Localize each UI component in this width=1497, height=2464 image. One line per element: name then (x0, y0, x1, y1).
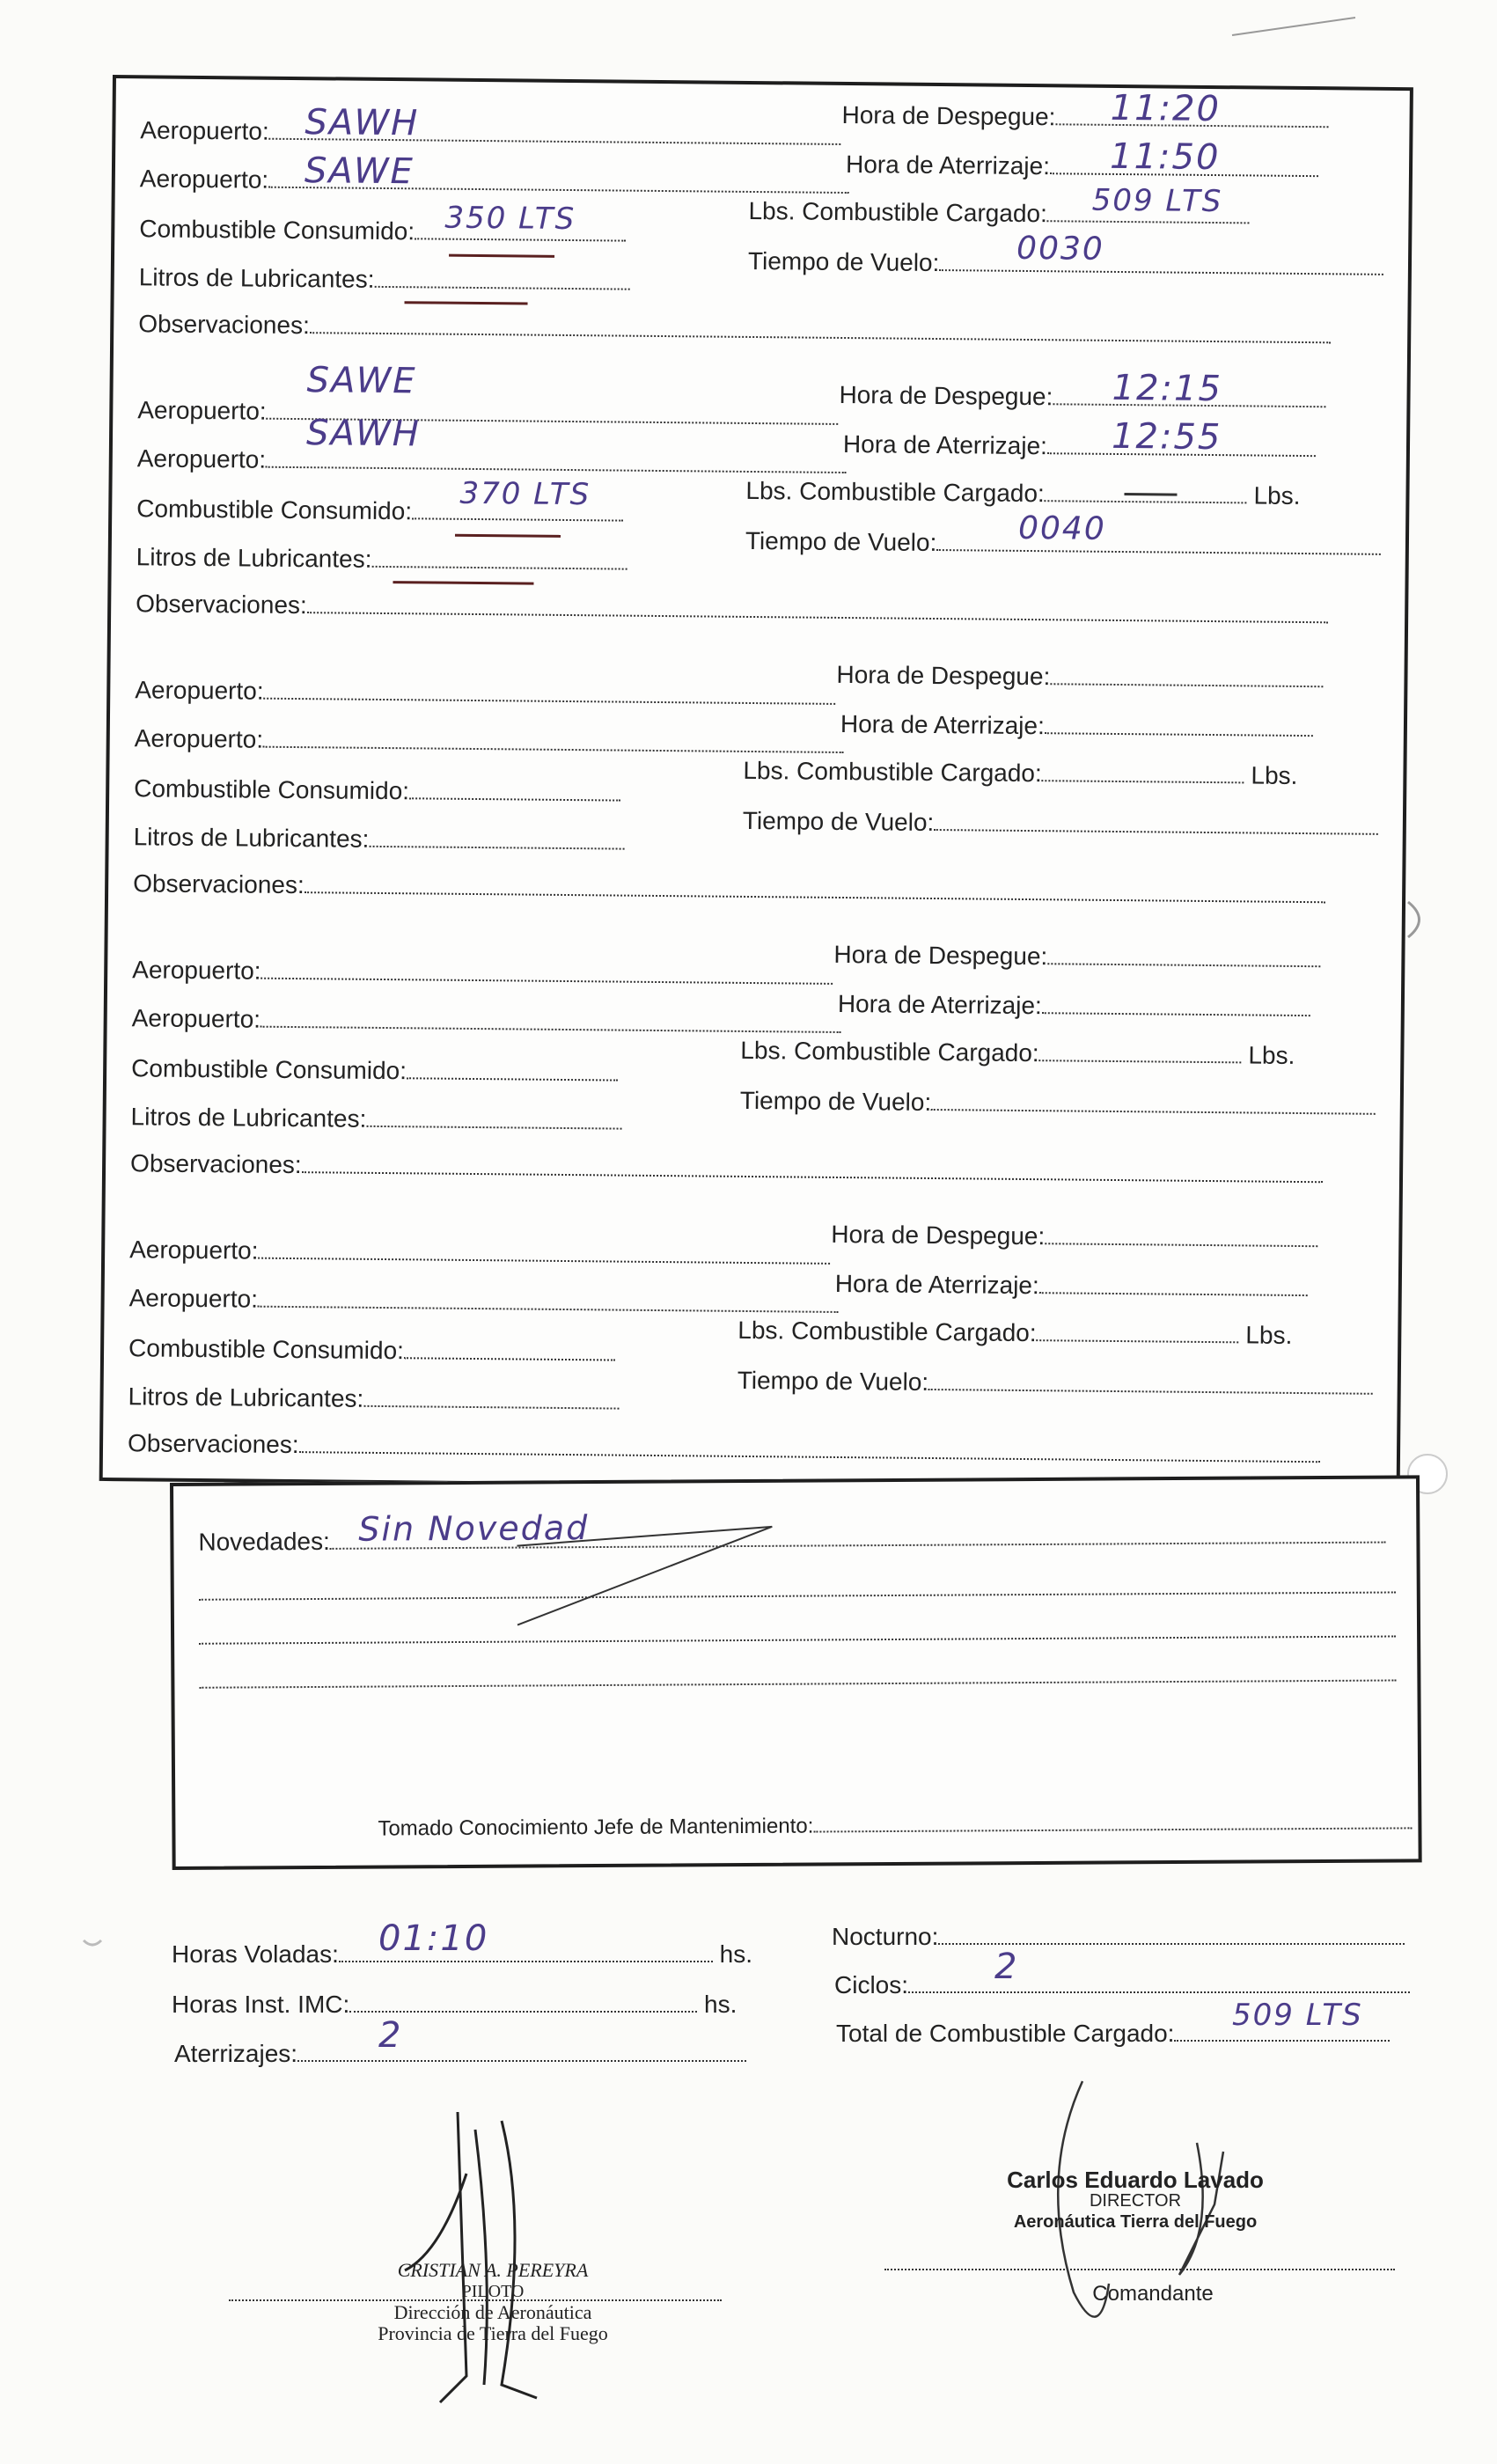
aeropuerto-label: Aeropuerto: (132, 956, 261, 985)
tiempo-vuelo-value[interactable]: 0030 (1016, 230, 1104, 268)
tiempo-vuelo-label: Tiempo de Vuelo: (739, 1086, 932, 1116)
horas-voladas-label: Horas Voladas: (172, 1940, 339, 1968)
hora-aterrizaje-label: Hora de Aterrizaje: (842, 429, 1048, 460)
hora-aterrizaje-label: Hora de Aterrizaje: (837, 989, 1042, 1020)
handwritten-dash (1124, 493, 1177, 496)
horas-imc-label: Horas Inst. IMC: (172, 1991, 350, 2018)
handwritten-underline (405, 301, 528, 304)
lbs-combustible-label: Lbs. Combustible Cargado: (748, 196, 1047, 228)
commander-role: DIRECTOR (1089, 2191, 1182, 2211)
observaciones-label: Observaciones: (136, 590, 307, 620)
commander-org: Aeronáutica Tierra del Fuego (1013, 2212, 1258, 2232)
aeropuerto-label: Aeropuerto: (129, 1236, 259, 1265)
pilot-signature-scribble (387, 2094, 563, 2411)
hora-aterrizaje-value[interactable]: 11:50 (1109, 136, 1221, 179)
aeropuerto-label: Aeropuerto: (131, 1004, 261, 1033)
lbs-combustible-label: Lbs. Combustible Cargado: (737, 1316, 1037, 1347)
combustible-consumido-value[interactable]: 350 LTS (444, 200, 576, 238)
combustible-consumido-label: Combustible Consumido: (131, 1054, 407, 1085)
flight-log-box (99, 75, 1413, 1493)
aterrizajes-row (174, 2040, 746, 2068)
pilot-org-line1: Dirección de Aeronáutica (393, 2301, 592, 2323)
handwritten-underline (393, 581, 533, 585)
handwritten-underline (449, 254, 554, 258)
hora-aterrizaje-label: Hora de Aterrizaje: (840, 709, 1045, 740)
hora-aterrizaje-label: Hora de Aterrizaje: (834, 1269, 1039, 1300)
hora-despegue-label: Hora de Despegue: (839, 380, 1053, 411)
ciclos-row (834, 1971, 1410, 1999)
litros-lubricantes-label: Litros de Lubricantes: (130, 1103, 367, 1133)
horas-imc-row (172, 1991, 737, 2019)
combustible-consumido-label: Combustible Consumido: (134, 774, 410, 805)
combustible-consumido-value[interactable]: 370 LTS (459, 475, 591, 513)
aterrizajes-label: Aterrizajes: (174, 2040, 298, 2067)
lbs-unit: Lbs. (1253, 481, 1301, 510)
litros-lubricantes-label: Litros de Lubricantes: (138, 263, 375, 293)
observaciones-label: Observaciones: (129, 1149, 302, 1179)
aeropuerto-2-value[interactable]: SAWE (304, 150, 415, 193)
hora-despegue-label: Hora de Despegue: (836, 660, 1051, 691)
hora-despegue-value[interactable]: 12:15 (1112, 367, 1223, 410)
flight-entry-2 (111, 358, 1407, 650)
tomado-conocimiento-label: Tomado Conocimiento Jefe de Mantenimiento: (378, 1814, 814, 1841)
aeropuerto-1-value[interactable]: SAWH (305, 102, 420, 144)
aeropuerto-2-value[interactable]: SAWH (305, 413, 422, 455)
litros-lubricantes-label: Litros de Lubricantes: (128, 1382, 364, 1412)
aeropuerto-label: Aeropuerto: (139, 165, 269, 194)
ciclos-label: Ciclos: (834, 1971, 909, 1998)
hora-aterrizaje-label: Hora de Aterrizaje: (845, 150, 1051, 180)
strike-line (508, 1507, 1072, 1634)
hs-unit: hs. (704, 1991, 737, 2018)
observaciones-label: Observaciones: (127, 1429, 299, 1459)
commander-name: Carlos Eduardo Lavado (1007, 2167, 1264, 2193)
hs-unit: hs. (719, 1940, 753, 1968)
pilot-role: PILOTO (461, 2282, 525, 2301)
flight-entry-1 (114, 78, 1410, 370)
lbs-combustible-value[interactable]: 509 LTS (1091, 182, 1223, 220)
tiempo-vuelo-value[interactable]: 0040 (1017, 510, 1106, 547)
litros-lubricantes-label: Litros de Lubricantes: (136, 543, 372, 573)
observaciones-label: Observaciones: (133, 869, 305, 899)
aeropuerto-label: Aeropuerto: (136, 444, 267, 473)
tiempo-vuelo-label: Tiempo de Vuelo: (745, 526, 937, 557)
novedades-label: Novedades: (198, 1527, 330, 1556)
lbs-combustible-label: Lbs. Combustible Cargado: (743, 756, 1042, 788)
novedades-box (170, 1475, 1422, 1870)
lbs-unit: Lbs. (1248, 1041, 1295, 1069)
hora-aterrizaje-value[interactable]: 12:55 (1111, 415, 1222, 458)
horas-voladas-value[interactable]: 01:10 (378, 1918, 489, 1959)
nocturno-row (832, 1923, 1405, 1951)
tiempo-vuelo-label: Tiempo de Vuelo: (737, 1366, 929, 1396)
aeropuerto-label: Aeropuerto: (140, 116, 269, 145)
aeropuerto-label: Aeropuerto: (135, 676, 264, 705)
lbs-combustible-label: Lbs. Combustible Cargado: (740, 1036, 1039, 1067)
tiempo-vuelo-label: Tiempo de Vuelo: (747, 246, 940, 277)
aeropuerto-label: Aeropuerto: (137, 396, 267, 425)
observaciones-label: Observaciones: (138, 310, 310, 340)
handwritten-underline (455, 534, 561, 538)
combustible-consumido-label: Combustible Consumido: (139, 215, 415, 246)
total-combustible-label: Total de Combustible Cargado: (836, 2020, 1175, 2047)
hora-despegue-label: Hora de Despegue: (841, 100, 1056, 131)
hora-despegue-label: Hora de Despegue: (831, 1220, 1046, 1250)
tiempo-vuelo-label: Tiempo de Vuelo: (742, 806, 935, 836)
pilot-name: CRISTIAN A. PEREYRA (397, 2259, 589, 2281)
aeropuerto-1-value[interactable]: SAWE (306, 360, 417, 402)
total-combustible-value[interactable]: 509 LTS (1232, 1998, 1363, 2033)
litros-lubricantes-label: Litros de Lubricantes: (133, 823, 370, 853)
comandante-label: Comandante (1092, 2282, 1214, 2306)
combustible-consumido-label: Combustible Consumido: (128, 1334, 405, 1365)
lbs-unit: Lbs. (1245, 1321, 1293, 1349)
flight-entry-4 (106, 918, 1402, 1210)
commander-stamp (977, 2169, 1294, 2233)
flight-entry-3 (108, 638, 1405, 930)
flight-entry-5 (103, 1198, 1399, 1490)
lbs-combustible-label: Lbs. Combustible Cargado: (745, 476, 1045, 508)
aterrizajes-value[interactable]: 2 (378, 2015, 403, 2056)
nocturno-label: Nocturno: (832, 1923, 939, 1950)
ciclos-value[interactable]: 2 (994, 1947, 1019, 1987)
pilot-org-line2: Provincia de Tierra del Fuego (378, 2322, 608, 2344)
aeropuerto-label: Aeropuerto: (128, 1284, 259, 1313)
hora-despegue-label: Hora de Despegue: (833, 940, 1048, 971)
hora-despegue-value[interactable]: 11:20 (1110, 87, 1222, 130)
combustible-consumido-label: Combustible Consumido: (136, 495, 413, 525)
aeropuerto-label: Aeropuerto: (134, 724, 264, 753)
lbs-unit: Lbs. (1251, 761, 1298, 789)
novedades-value[interactable]: Sin Novedad (358, 1508, 590, 1549)
